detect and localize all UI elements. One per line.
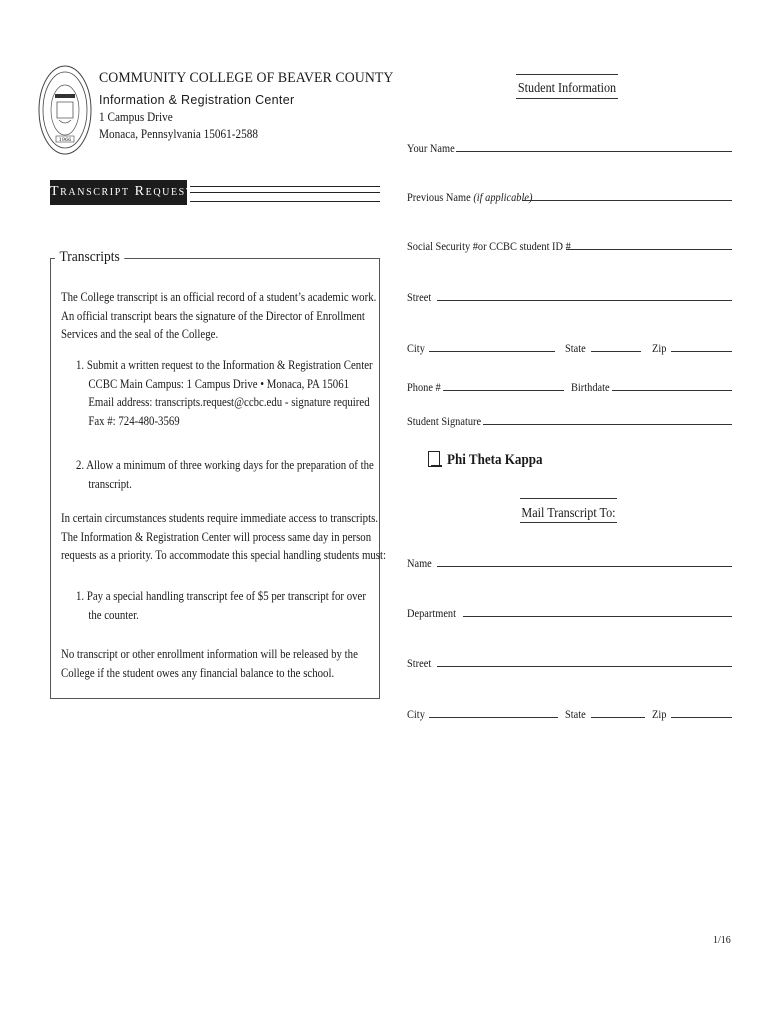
page-number: 1/16 bbox=[713, 935, 731, 946]
mail-name-label: Name bbox=[407, 556, 432, 570]
special-handling-paragraph: In certain circumstances students require immediate access to transcripts. The Information & Registration Center will process same day in person requests as a priority. To accommodate this special handling students must: bbox=[61, 511, 387, 562]
state-field[interactable] bbox=[591, 351, 641, 352]
mail-name-field[interactable] bbox=[437, 566, 732, 567]
zip-field[interactable] bbox=[671, 351, 732, 352]
transcripts-heading: Transcripts bbox=[55, 249, 124, 266]
mail-state-field[interactable] bbox=[591, 717, 645, 718]
your-name-field[interactable] bbox=[456, 151, 732, 152]
student-info-rule bbox=[516, 74, 618, 75]
street-label: Street bbox=[407, 290, 432, 304]
seal-year: 1966 bbox=[58, 137, 72, 143]
phi-theta-kappa-checkbox[interactable] bbox=[428, 451, 440, 467]
college-name: COMMUNITY COLLEGE OF BEAVER COUNTY bbox=[99, 70, 394, 86]
phone-field[interactable] bbox=[443, 390, 564, 391]
mail-street-label: Street bbox=[407, 656, 432, 670]
mail-state-label: State bbox=[565, 707, 586, 721]
ssn-field[interactable] bbox=[566, 249, 732, 250]
step-2: 2. Allow a minimum of three working days for the preparation of the transcript. bbox=[76, 458, 374, 491]
address-line-1: 1 Campus Drive bbox=[99, 110, 173, 124]
birthdate-field[interactable] bbox=[612, 390, 732, 391]
special-step-1: 1. Pay a special handling transcript fee of $5 per transcript for over the counter. bbox=[76, 589, 366, 622]
previous-name-label: Previous Name (if applicable) bbox=[407, 190, 533, 204]
previous-name-field[interactable] bbox=[522, 200, 732, 201]
mail-heading: Mail Transcript To: bbox=[521, 505, 616, 520]
college-seal-logo bbox=[37, 64, 93, 156]
mail-zip-label: Zip bbox=[652, 707, 667, 721]
street-field[interactable] bbox=[437, 300, 732, 301]
signature-field[interactable] bbox=[483, 424, 732, 425]
mail-department-field[interactable] bbox=[463, 616, 732, 617]
mail-zip-field[interactable] bbox=[671, 717, 732, 718]
birthdate-label: Birthdate bbox=[571, 380, 610, 394]
mail-department-label: Department bbox=[407, 606, 457, 620]
mail-city-field[interactable] bbox=[429, 717, 558, 718]
signature-label: Student Signature bbox=[407, 414, 482, 428]
phi-theta-kappa-label: Phi Theta Kappa bbox=[447, 452, 543, 468]
registration-center-name: Information & Registration Center bbox=[99, 93, 295, 107]
page-title: Transcript Request bbox=[50, 184, 194, 199]
state-label: State bbox=[565, 341, 586, 355]
mail-street-field[interactable] bbox=[437, 666, 732, 667]
mail-rule bbox=[520, 498, 617, 499]
step-1: 1. Submit a written request to the Information & Registration Center CCBC Main Campus: 1 Campus Drive • Monaca, PA 15061 Email address: transcripts.request@ccbc.edu - signature required Fax #: 724-480-3569 bbox=[76, 358, 373, 428]
intro-paragraph: The College transcript is an official record of a student’s academic work. An official transcript bears the signature of the Director of Enrollment Services and the seal of the College. bbox=[61, 290, 377, 341]
zip-label: Zip bbox=[652, 341, 667, 355]
phone-label: Phone # bbox=[407, 380, 441, 394]
balance-notice: No transcript or other enrollment information will be released by the College if the student owes any financial balance to the school. bbox=[61, 647, 358, 680]
mail-underline bbox=[520, 522, 617, 523]
city-label: City bbox=[407, 341, 425, 355]
city-field[interactable] bbox=[429, 351, 555, 352]
mail-city-label: City bbox=[407, 707, 425, 721]
student-info-heading: Student Information bbox=[517, 80, 617, 95]
ssn-label: Social Security #or CCBC student ID # bbox=[407, 239, 571, 253]
title-rules bbox=[190, 186, 380, 202]
student-info-underline bbox=[516, 98, 618, 99]
previous-name-note: (if applicable) bbox=[473, 190, 533, 204]
address-line-2: Monaca, Pennsylvania 15061-2588 bbox=[99, 127, 259, 141]
title-banner bbox=[50, 180, 194, 205]
your-name-label: Your Name bbox=[407, 141, 455, 155]
